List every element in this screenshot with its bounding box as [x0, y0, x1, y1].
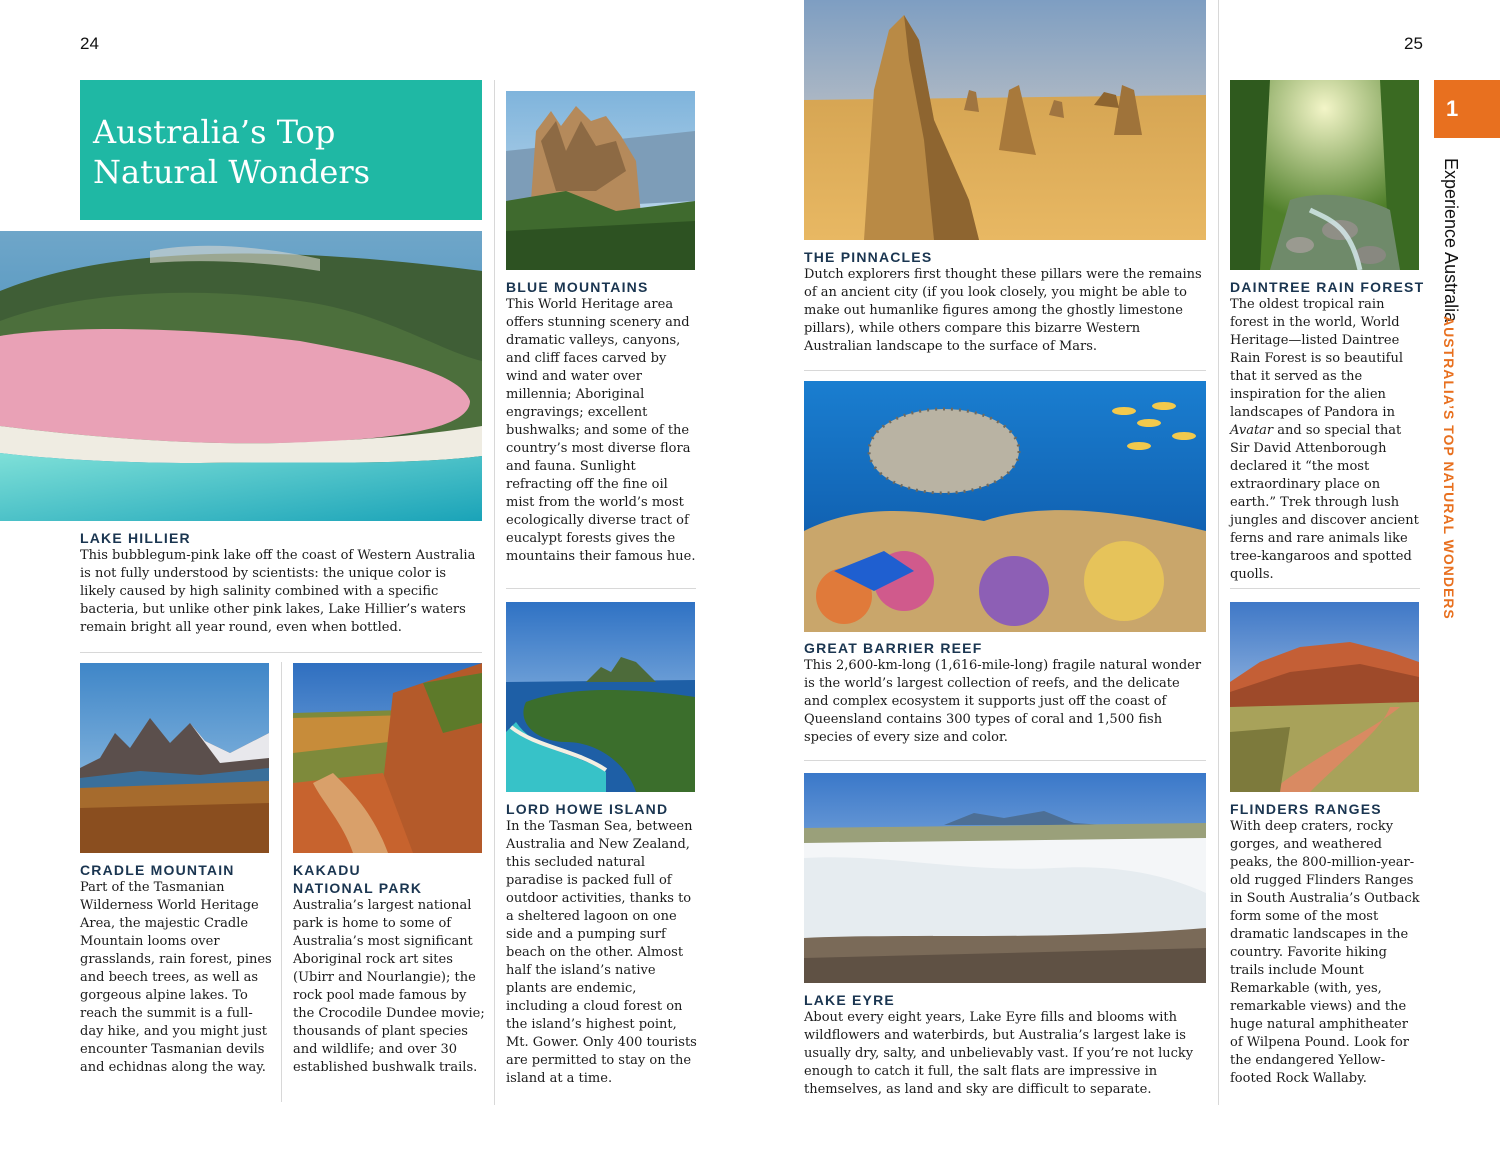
daintree-photo: [1230, 80, 1419, 270]
lake-hillier-heading: LAKE HILLIER: [80, 530, 191, 546]
chapter-number: 1: [1446, 96, 1459, 121]
row-divider-3: [804, 370, 1206, 371]
blue-mountains-photo: [506, 91, 695, 270]
lord-howe-text: In the Tasman Sea, between Australia and New Zealand, this secluded natural paradise is packed full of outdoor activities, thanks to a sheltered lagoon on one side and a pumping surf beach on the other. Almost half the island’s native plants are endemic, including a cloud forest on the island’s highest point, Mt. Gower. Only 400 tourists are permitted to stay on the island at a time.: [506, 819, 697, 1086]
daintree-heading: DAINTREE RAIN FOREST: [1230, 279, 1425, 295]
blue-mountains-text: This World Heritage area offers stunning scenery and dramatic valleys, canyons, and cliff faces carved by wind and water over millennia; Aboriginal engravings; excellent bushwalks; and some of the country’s most diverse flora and fauna. Sunlight refracting off the fine oil mist from the world’s most ecologically diverse tract of eucalypt forests gives the mountains their famous hue.: [506, 297, 696, 564]
flinders-text: With deep craters, rocky gorges, and weathered peaks, the 800-million-year-old rugged Flinders Ranges in South Australia’s Outback form some of the most dramatic landscapes in the country. Favorite hiking trails include Mount Remarkable (with, yes, remarkable views) and the huge natural amphitheater of Wilpena Pound. Look for the endangered Yellow-footed Rock Wallaby.: [1230, 819, 1420, 1086]
cradle-mountain-text: Part of the Tasmanian Wilderness World Heritage Area, the majestic Cradle Mountain looms over grasslands, rain forest, pines and beech trees, as well as gorgeous alpine lakes. To reach the summit is a full-day hike, and you might just encounter Tasmanian devils and echidnas along the way.: [80, 880, 272, 1075]
row-divider-5: [1230, 588, 1420, 589]
page-title: Australia’s Top Natural Wonders: [93, 113, 371, 191]
lake-eyre-photo: [804, 773, 1206, 983]
row-divider-4: [804, 760, 1206, 761]
lake-hillier-text: This bubblegum-pink lake off the coast of Western Australia is not fully understood by scientists: the unique color is likely caused by high salinity combined with a specific bacteria, but unlike other pink lakes, Lake Hillier’s waters remain bright all year round, even when bottled.: [80, 548, 476, 635]
chapter-title-vertical: Experience Australia: [1441, 158, 1461, 323]
cradle-mountain-photo: [80, 663, 269, 853]
flinders-photo: [1230, 602, 1419, 792]
lake-hillier-photo: [0, 231, 482, 521]
section-title-vertical: AUSTRALIA’S TOP NATURAL WONDERS: [1441, 316, 1457, 620]
kakadu-photo: [293, 663, 482, 853]
pinnacles-heading: THE PINNACLES: [804, 249, 933, 265]
blue-mountains-heading: BLUE MOUNTAINS: [506, 279, 649, 295]
barrier-reef-text: This 2,600-km-long (1,616-mile-long) fragile natural wonder is the world’s largest collection of reefs, and the delicate and complex ecosystem it supports just off the coast of Queensland contains 300 types of coral and 1,500 fish species of every size and color.: [804, 658, 1202, 745]
page-title-box: [80, 80, 482, 220]
lake-eyre-text: About every eight years, Lake Eyre fills and blooms with wildflowers and waterbirds, but Australia’s largest lake is usually dry, salty, and unbelievably vast. If you’re not lucky enough to catch it full, the salt flats are impressive in themselves, as land and sky are difficult to separate.: [804, 1010, 1194, 1097]
column-divider-2: [281, 662, 282, 1102]
barrier-reef-photo: [804, 381, 1206, 632]
daintree-text: [1230, 296, 1422, 584]
page-number-left: 24: [80, 34, 99, 53]
row-divider-1: [80, 652, 482, 653]
pinnacles-text: Dutch explorers first thought these pillars were the remains of an ancient city (if you look closely, you might be able to make out humanlike figures among the ghostly limestone pillars), while others compare this bizarre Western Australian landscape to the surface of Mars.: [804, 267, 1202, 354]
cradle-mountain-heading: CRADLE MOUNTAIN: [80, 862, 235, 878]
lake-eyre-heading: LAKE EYRE: [804, 992, 895, 1008]
daintree-text-after: and so special that Sir David Attenborough declared it “the most extraordinary place on earth.” Trek through lush jungles and discover ancient ferns and rare animals like tree-kangaroos and spotted quolls.: [1230, 423, 1419, 582]
column-divider-1: [494, 80, 495, 1105]
column-divider-3: [1218, 0, 1219, 1105]
daintree-text-italic: Avatar: [1230, 423, 1274, 438]
flinders-heading: FLINDERS RANGES: [1230, 801, 1382, 817]
row-divider-2: [506, 588, 696, 589]
chapter-tab: [1434, 80, 1500, 138]
daintree-text-before: The oldest tropical rain forest in the world, World Heritage—listed Daintree Rain Forest is so beautiful that it served as the inspiration for the alien landscapes of Pandora in: [1230, 297, 1404, 420]
barrier-reef-heading: GREAT BARRIER REEF: [804, 640, 983, 656]
pinnacles-photo: [804, 0, 1206, 240]
kakadu-text: Australia’s largest national park is home to some of Australia’s most significant Aboriginal rock art sites (Ubirr and Nourlangie); the rock pool made famous by the Crocodile Dundee movie; thousands of plant species and wildlife; and over 30 established bushwalk trails.: [293, 898, 485, 1075]
kakadu-heading: KAKADU NATIONAL PARK: [293, 862, 423, 896]
page-number-right: 25: [1404, 34, 1423, 53]
lord-howe-heading: LORD HOWE ISLAND: [506, 801, 669, 817]
lord-howe-photo: [506, 602, 695, 792]
